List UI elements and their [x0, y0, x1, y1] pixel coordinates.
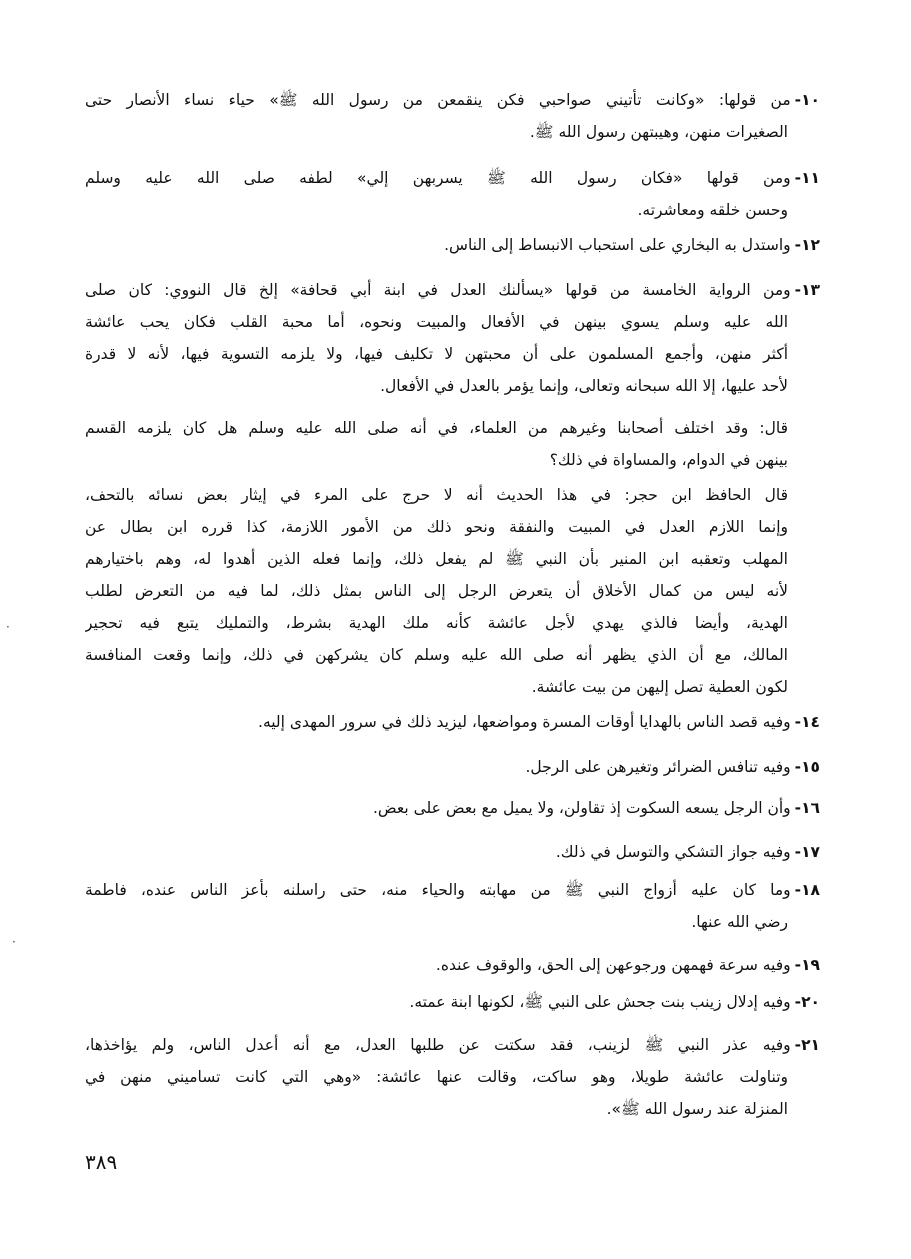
item-14	[85, 706, 820, 738]
item-number: ١٦-	[794, 799, 820, 817]
scan-speck: ·	[12, 935, 16, 949]
item-12	[85, 229, 820, 261]
item-number: ١٣-	[794, 281, 820, 299]
item-13	[85, 274, 820, 402]
text-line: لأحد عليها، إلا الله سبحانه وتعالى، وإنما يؤمر بالعدل في الأفعال.	[380, 377, 788, 395]
item-number: ١٢-	[794, 236, 820, 254]
text-line: الهدية، وأيضا فالذي يهدي لأجل عائشة كأنه ملك الهدية بشرط، والتمليك يتبع فيه تحجير	[85, 614, 788, 632]
item-number: ٢١-	[794, 1036, 820, 1054]
text-line: وحسن خلقه ومعاشرته.	[637, 201, 788, 219]
item-number: ١٧-	[794, 843, 820, 861]
item-18	[85, 874, 820, 938]
text-line: وفيه قصد الناس بالهدايا أوقات المسرة ومواضعها، ليزيد ذلك في سرور المهدى إليه.	[258, 713, 791, 731]
item-number: ١١-	[794, 169, 820, 187]
text-line: وما كان عليه أزواج النبي ﷺ من مهابته والحياء منه، حتى راسلنه بأعز الناس عنده، فاطمة	[85, 881, 791, 899]
text-line: المنزلة عند رسول الله ﷺ».	[606, 1100, 788, 1118]
item-10	[85, 84, 820, 148]
page-number: ٣٨٩	[85, 1150, 118, 1174]
text-line: وفيه جواز التشكي والتوسل في ذلك.	[555, 843, 791, 861]
text-line: لأنه ليس من كمال الأخلاق أن يتعرض الرجل إلى الناس بمثل ذلك، لما فيه من التعرض لطلب	[85, 582, 788, 600]
text-line: وأن الرجل يسعه السكوت إذ تقاولن، ولا يميل مع بعض على بعض.	[372, 799, 791, 817]
text-line: بينهن في الدوام، والمساواة في ذلك؟	[549, 451, 788, 469]
ibn-hajar-quote	[85, 479, 820, 703]
text-line: قال الحافظ ابن حجر: في هذا الحديث أنه لا حرج على المرء في إيثار بعض نسائه بالتحف،	[85, 486, 788, 504]
text-line: وتناولت عائشة طويلا، وهو ساكت، وقالت عنها عائشة: «وهي التي كانت تساميني منهن في	[85, 1068, 788, 1086]
item-number: ٢٠-	[794, 993, 820, 1011]
text-line: رضي الله عنها.	[691, 913, 788, 931]
scan-speck: ·	[6, 620, 10, 634]
text-line: وفيه سرعة فهمهن ورجوعهن إلى الحق، والوقوف عنده.	[435, 956, 791, 974]
text-line: ومن قولها «فكان رسول الله ﷺ يسربهن إلي» لطفه صلى الله عليه وسلم	[85, 169, 791, 187]
item-number: ١٩-	[794, 956, 820, 974]
item-21	[85, 1029, 820, 1125]
text-line: قال: وقد اختلف أصحابنا وغيرهم من العلماء، في أنه صلى الله عليه وسلم هل كان يلزمه القسم	[85, 419, 788, 437]
item-number: ١٨-	[794, 881, 820, 899]
item-17	[85, 836, 820, 868]
item-15	[85, 751, 820, 783]
text-line: الله عليه وسلم يسوي بينهن في الأفعال والمبيت ونحوه، أما محبة القلب فكان يحب عائشة	[85, 313, 788, 331]
text-line: من قولها: «وكانت تأتيني صواحبي فكن ينقمعن من رسول الله ﷺ» حياء نساء الأنصار حتى	[85, 91, 791, 109]
item-number: ١٤-	[794, 713, 820, 731]
item-number: ١٠-	[794, 91, 820, 109]
item-20	[85, 986, 820, 1018]
text-line: أكثر منهن، وأجمع المسلمون على أن محبتهن لا تكليف فيها، ولا يلزمه التسوية فيها، لأنه لا قدرة	[85, 345, 788, 363]
text-line: وفيه تنافس الضرائر وتغيرهن على الرجل.	[525, 758, 791, 776]
item-19	[85, 949, 820, 981]
text-line: وفيه إدلال زينب بنت جحش على النبي ﷺ، لكونها ابنة عمته.	[409, 993, 791, 1011]
text-line: المهلب وتعقبه ابن المنير بأن النبي ﷺ لم يفعل ذلك، وإنما فعله الذين أهدوا له، وهم باختيارهم	[85, 550, 788, 568]
text-line: واستدل به البخاري على استحباب الانبساط إلى الناس.	[444, 236, 791, 254]
item-number: ١٥-	[794, 758, 820, 776]
item-16	[85, 792, 820, 824]
text-line: وفيه عذر النبي ﷺ لزينب، فقد سكتت عن طلبها العدل، مع أنه أعدل الناس، ولم يؤاخذها،	[85, 1036, 791, 1054]
nawawi-quote	[85, 412, 820, 476]
text-line: وإنما اللازم العدل في المبيت والنفقة ونحو ذلك من الأمور اللازمة، كذا قرره ابن بطال عن	[85, 518, 788, 536]
text-line: الصغيرات منهن، وهيبتهن رسول الله ﷺ.	[529, 123, 788, 141]
text-line: المالك، مع أن الذي يظهر أنه صلى الله عليه وسلم كان يشركهن في ذلك، وإنما وقعت المنافسة	[85, 646, 788, 664]
text-line: ومن الرواية الخامسة من قولها «يسألنك العدل في ابنة أبي قحافة» إلخ قال النووي: كان صلى	[85, 281, 791, 299]
text-line: لكون العطية تصل إليهن من بيت عائشة.	[531, 678, 788, 696]
item-11	[85, 162, 820, 226]
